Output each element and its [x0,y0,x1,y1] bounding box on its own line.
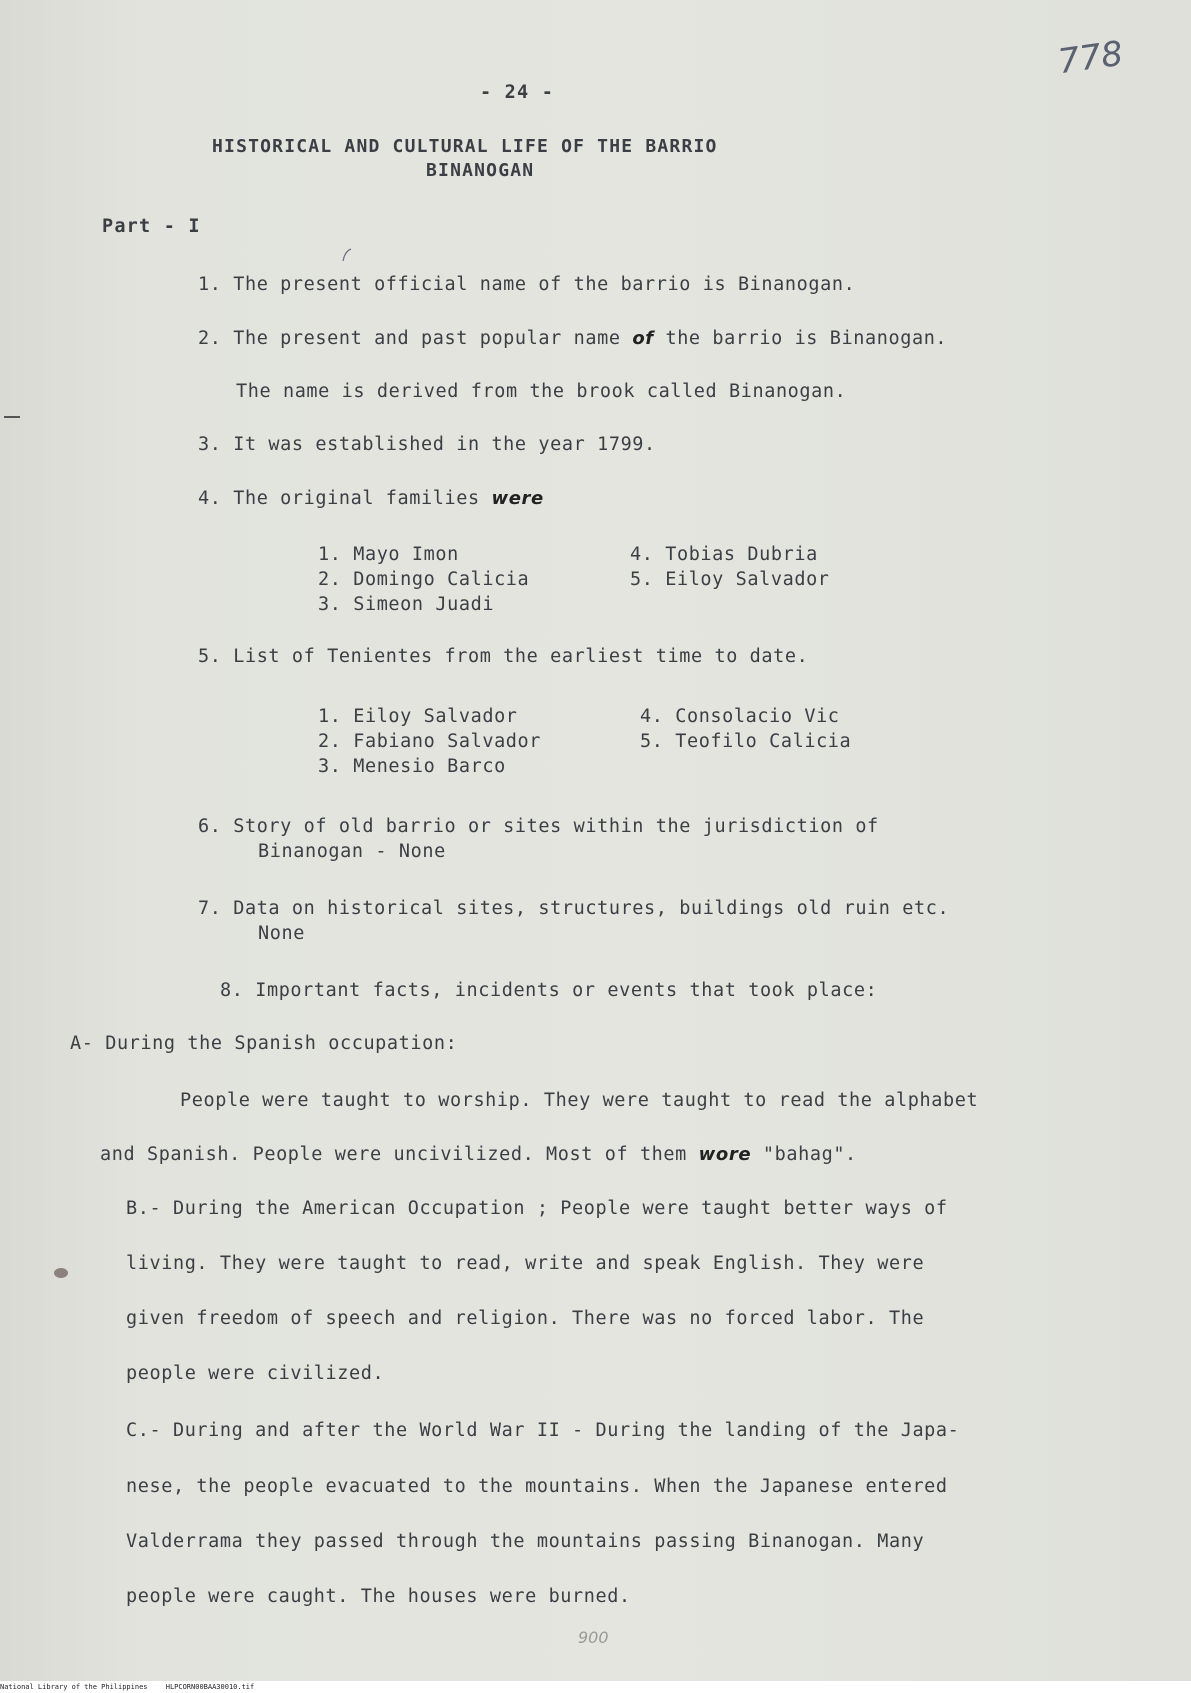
item-7-line1: 7. Data on historical sites, structures, buildings old ruin etc. [198,898,950,919]
section-a-line2 [100,1144,857,1165]
item-2-subtext: The name is derived from the brook called Binanogan. [236,381,847,402]
family-item: 3. Simeon Juadi [318,594,495,615]
teniente-item: 2. Fabiano Salvador [318,731,542,752]
section-a-line2-end: "bahag". [762,1144,857,1165]
item-3: 3. It was established in the year 1799. [198,434,656,455]
section-c-line1: C.- During and after the World War II - During the landing of the Japa- [126,1420,960,1441]
item-4-text: 4. The original families [198,488,480,509]
item-6-line1: 6. Story of old barrio or sites within the jurisdiction of [198,816,879,837]
item-2-text-b: the barrio is Binanogan. [653,328,948,349]
scan-footer [0,1681,1191,1693]
family-list-left [318,542,529,617]
handwritten-page-number: 778 [1055,33,1126,83]
item-7-line2: None [258,923,305,944]
section-b-line3: given freedom of speech and religion. There was no forced labor. The [126,1308,925,1329]
margin-dash-icon [2,414,22,420]
document-title-line1: HISTORICAL AND CULTURAL LIFE OF THE BARRIO [212,136,718,157]
section-b-line4: people were civilized. [126,1363,385,1384]
item-2 [198,328,947,349]
item-4-handwritten: were [491,488,544,509]
section-c-line3: Valderrama they passed through the mountains passing Binanogan. Many [126,1531,925,1552]
family-item: 1. Mayo Imon [318,544,459,565]
family-item: 2. Domingo Calicia [318,569,530,590]
family-item: 5. Eiloy Salvador [630,569,830,590]
section-a-handwritten: wore [698,1144,752,1165]
section-b-line1: B.- During the American Occupation ; People were taught better ways of [126,1198,948,1219]
teniente-item: 4. Consolacio Vic [640,706,840,727]
teniente-item: 3. Menesio Barco [318,756,506,777]
tick-mark-icon [340,247,356,265]
item-6-line2: Binanogan - None [258,841,446,862]
family-list-right [630,542,830,592]
item-2-text-a: 2. The present and past popular name [198,328,633,349]
item-4 [198,488,544,509]
item-8: 8. Important facts, incidents or events that took place: [220,980,878,1001]
page-number: - 24 - [480,82,555,103]
part-heading: Part - I [102,216,201,237]
bottom-handwritten-mark: 900 [578,1628,609,1647]
section-b-line2: living. They were taught to read, write and speak English. They were [126,1253,925,1274]
item-1: 1. The present official name of the barrio is Binanogan. [198,274,856,295]
teniente-item: 5. Teofilo Calicia [640,731,852,752]
document-title-line2: BINANOGAN [426,160,535,181]
teniente-item: 1. Eiloy Salvador [318,706,518,727]
footer-filename: HLPCORN00BAA30010.tif [165,1683,255,1691]
teniente-list-right [640,704,851,754]
teniente-list-left [318,704,541,779]
section-a-line1: People were taught to worship. They were taught to read the alphabet [180,1090,979,1111]
footer-library: National Library of the Philippines [0,1683,148,1691]
section-a-heading: A- During the Spanish occupation: [70,1033,458,1054]
section-c-line2: nese, the people evacuated to the mountains. When the Japanese entered [126,1476,948,1497]
section-c-line4: people were caught. The houses were burned. [126,1586,631,1607]
section-a-line2-text: and Spanish. People were uncivilized. Most of them [100,1144,687,1165]
item-2-handwritten: of [632,328,654,349]
family-item: 4. Tobias Dubria [630,544,818,565]
ink-spot-icon [50,1264,72,1282]
item-5: 5. List of Tenientes from the earliest time to date. [198,646,809,667]
